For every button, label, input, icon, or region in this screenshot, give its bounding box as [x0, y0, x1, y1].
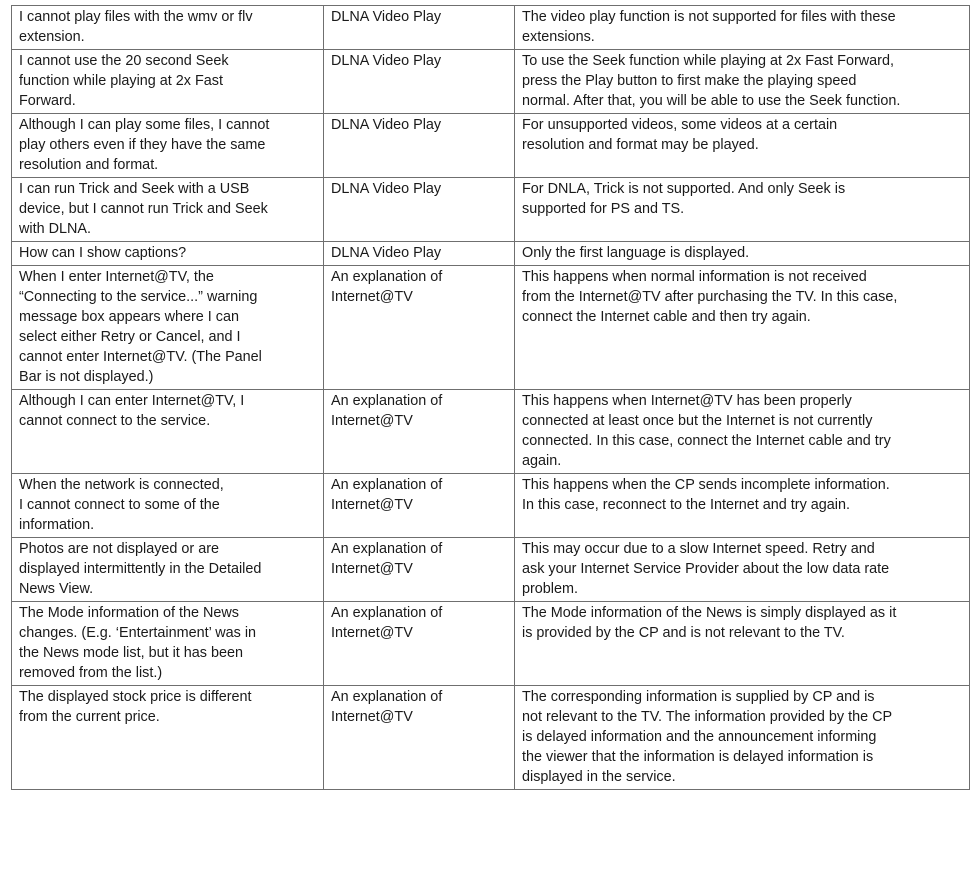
solution-cell: This happens when the CP sends incomplete information. In this case, reconnect to the Internet and try again.	[515, 474, 970, 538]
category-cell: DLNA Video Play	[324, 50, 515, 114]
category-cell: An explanation of Internet@TV	[324, 390, 515, 474]
problem-cell: When I enter Internet@TV, the “Connecting to the service...” warning message box appears where I can select either Retry or Cancel, and I cannot enter Internet@TV. (The Panel Bar is not displayed.)	[12, 266, 324, 390]
solution-cell: Only the first language is displayed.	[515, 242, 970, 266]
problem-cell: The displayed stock price is different from the current price.	[12, 686, 324, 790]
category-cell: DLNA Video Play	[324, 242, 515, 266]
category-cell: DLNA Video Play	[324, 6, 515, 50]
problem-cell: I cannot use the 20 second Seek function while playing at 2x Fast Forward.	[12, 50, 324, 114]
table-row	[12, 474, 970, 538]
solution-cell: This happens when normal information is not received from the Internet@TV after purchasing the TV. In this case, connect the Internet cable and then try again.	[515, 266, 970, 390]
solution-cell: The corresponding information is supplied by CP and is not relevant to the TV. The information provided by the CP is delayed information and the announcement informing the viewer that the information is delayed information is displayed in the service.	[515, 686, 970, 790]
category-cell: An explanation of Internet@TV	[324, 266, 515, 390]
table-row	[12, 538, 970, 602]
problem-cell: Photos are not displayed or are displayed intermittently in the Detailed News View.	[12, 538, 324, 602]
problem-cell: I cannot play files with the wmv or flv extension.	[12, 6, 324, 50]
category-cell: An explanation of Internet@TV	[324, 474, 515, 538]
table-row	[12, 242, 970, 266]
solution-cell: The video play function is not supported for files with these extensions.	[515, 6, 970, 50]
problem-cell: When the network is connected, I cannot connect to some of the information.	[12, 474, 324, 538]
problem-cell: The Mode information of the News changes. (E.g. ‘Entertainment’ was in the News mode list, but it has been removed from the list.)	[12, 602, 324, 686]
problem-cell: Although I can play some files, I cannot play others even if they have the same resolution and format.	[12, 114, 324, 178]
troubleshooting-table	[11, 5, 970, 790]
table-row	[12, 266, 970, 390]
solution-cell: This may occur due to a slow Internet speed. Retry and ask your Internet Service Provider about the low data rate problem.	[515, 538, 970, 602]
table-row	[12, 602, 970, 686]
solution-cell: The Mode information of the News is simply displayed as it is provided by the CP and is not relevant to the TV.	[515, 602, 970, 686]
category-cell: An explanation of Internet@TV	[324, 686, 515, 790]
table-row	[12, 50, 970, 114]
problem-cell: How can I show captions?	[12, 242, 324, 266]
solution-cell: To use the Seek function while playing at 2x Fast Forward, press the Play button to first make the playing speed normal. After that, you will be able to use the Seek function.	[515, 50, 970, 114]
problem-cell: I can run Trick and Seek with a USB device, but I cannot run Trick and Seek with DLNA.	[12, 178, 324, 242]
category-cell: DLNA Video Play	[324, 114, 515, 178]
table-row	[12, 390, 970, 474]
table-row	[12, 6, 970, 50]
category-cell: DLNA Video Play	[324, 178, 515, 242]
solution-cell: For DNLA, Trick is not supported. And only Seek is supported for PS and TS.	[515, 178, 970, 242]
problem-cell: Although I can enter Internet@TV, I cannot connect to the service.	[12, 390, 324, 474]
category-cell: An explanation of Internet@TV	[324, 602, 515, 686]
solution-cell: For unsupported videos, some videos at a certain resolution and format may be played.	[515, 114, 970, 178]
table-row	[12, 178, 970, 242]
category-cell: An explanation of Internet@TV	[324, 538, 515, 602]
solution-cell: This happens when Internet@TV has been properly connected at least once but the Internet is not currently connected. In this case, connect the Internet cable and try again.	[515, 390, 970, 474]
table-row	[12, 686, 970, 790]
table-row	[12, 114, 970, 178]
